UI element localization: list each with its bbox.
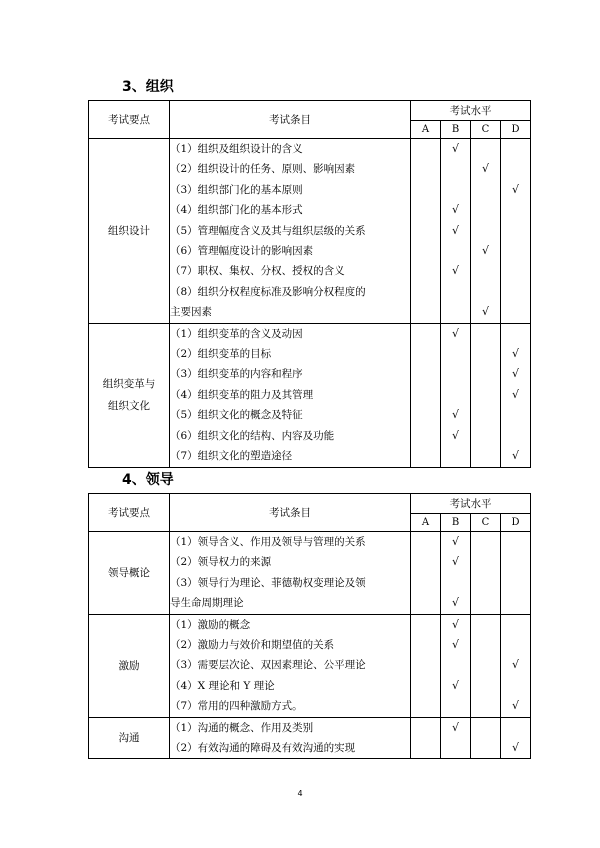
header-row	[89, 101, 531, 121]
check-mark: √	[451, 142, 459, 155]
group-row	[89, 717, 531, 759]
empty-mark	[471, 696, 500, 716]
empty-mark	[411, 615, 440, 635]
check-mark: √	[511, 367, 519, 381]
empty-mark	[411, 282, 440, 302]
exam-item: （7）职权、集权、分权、授权的含义	[170, 265, 345, 278]
group-items	[170, 614, 411, 717]
exam-table-organization	[88, 100, 531, 468]
check-mark: √	[511, 449, 519, 462]
empty-mark	[411, 446, 440, 466]
empty-mark	[501, 200, 530, 220]
empty-mark	[411, 738, 440, 758]
header-level-c: C	[471, 514, 501, 532]
exam-item: （3）组织变革的内容和程序	[170, 368, 303, 381]
section-title-leadership: 4、领导	[122, 472, 174, 488]
check-mark: √	[451, 678, 459, 692]
empty-mark	[471, 324, 500, 344]
check-mark: √	[451, 535, 459, 548]
group-row	[89, 532, 531, 615]
check-mark: √	[511, 741, 519, 755]
empty-mark	[411, 159, 440, 179]
level-column-a	[411, 717, 441, 759]
exam-item: （6）管理幅度设计的影响因素	[170, 245, 314, 258]
exam-item: （2）领导权力的来源	[170, 556, 272, 569]
header-level: 考试水平	[411, 494, 531, 514]
check-mark: √	[481, 243, 489, 257]
empty-mark	[411, 635, 440, 655]
empty-mark	[501, 221, 530, 241]
check-mark: √	[511, 658, 519, 672]
level-column-a	[411, 614, 441, 717]
empty-mark	[471, 200, 500, 220]
exam-item: （3）领导行为理论、菲德勒权变理论及领	[170, 576, 366, 589]
empty-mark	[411, 655, 440, 675]
empty-mark	[441, 180, 470, 200]
empty-mark	[441, 302, 470, 322]
empty-mark	[411, 344, 440, 364]
empty-mark	[501, 282, 530, 302]
header-topic: 考试要点	[89, 101, 170, 139]
level-column-c	[471, 323, 501, 467]
empty-mark	[471, 573, 500, 593]
header-level: 考试水平	[411, 101, 531, 121]
empty-mark	[501, 593, 530, 613]
empty-mark	[411, 532, 440, 552]
empty-mark	[471, 180, 500, 200]
empty-mark	[501, 159, 530, 179]
header-level-c: C	[471, 121, 501, 139]
header-items: 考试条目	[170, 494, 411, 532]
group-items	[170, 139, 411, 324]
exam-item: （3）需要层次论、双因素理论、公平理论	[170, 659, 366, 672]
check-mark: √	[451, 223, 459, 237]
empty-mark	[501, 324, 530, 344]
exam-item: （7）组织文化的塑造途径	[170, 450, 293, 463]
exam-item: （2）有效沟通的障碍及有效沟通的实现	[170, 742, 356, 755]
group-items	[170, 717, 411, 759]
level-column-c	[471, 614, 501, 717]
exam-item: （2）激励力与效价和期望值的关系	[170, 639, 335, 652]
level-column-b	[441, 614, 471, 717]
empty-mark	[411, 180, 440, 200]
header-level-b: B	[441, 514, 471, 532]
empty-mark	[471, 738, 500, 758]
empty-mark	[501, 405, 530, 425]
empty-mark	[411, 593, 440, 613]
level-column-d	[501, 532, 531, 615]
empty-mark	[411, 718, 440, 738]
empty-mark	[501, 532, 530, 552]
empty-mark	[441, 241, 470, 261]
empty-mark	[501, 573, 530, 593]
group-row	[89, 139, 531, 324]
empty-mark	[471, 364, 500, 384]
level-column-b	[441, 717, 471, 759]
empty-mark	[501, 139, 530, 159]
exam-item: （2）组织变革的目标	[170, 348, 272, 361]
empty-mark	[471, 655, 500, 675]
empty-mark	[441, 446, 470, 466]
empty-mark	[471, 344, 500, 364]
empty-mark	[441, 573, 470, 593]
empty-mark	[471, 405, 500, 425]
exam-item: （8）组织分权程度标准及影响分权程度的	[170, 285, 366, 298]
empty-mark	[441, 344, 470, 364]
exam-item: （4）组织部门化的基本形式	[170, 204, 303, 217]
check-mark: √	[451, 555, 459, 569]
level-column-d	[501, 139, 531, 324]
level-column-a	[411, 323, 441, 467]
empty-mark	[501, 426, 530, 446]
empty-mark	[411, 552, 440, 572]
empty-mark	[441, 738, 470, 758]
level-column-d	[501, 614, 531, 717]
check-mark: √	[451, 326, 459, 340]
empty-mark	[471, 385, 500, 405]
check-mark: √	[511, 182, 519, 196]
exam-item: （1）激励的概念	[170, 618, 251, 631]
level-column-d	[501, 717, 531, 759]
level-column-b	[441, 532, 471, 615]
empty-mark	[441, 282, 470, 302]
empty-mark	[411, 241, 440, 261]
check-mark: √	[451, 638, 459, 652]
group-topic: 组织变革与 组织文化	[89, 323, 170, 467]
exam-item: （4）组织变革的阻力及其管理	[170, 388, 314, 401]
empty-mark	[501, 718, 530, 738]
empty-mark	[471, 221, 500, 241]
empty-mark	[471, 718, 500, 738]
empty-mark	[471, 615, 500, 635]
exam-item: （1）组织及组织设计的含义	[170, 143, 303, 155]
empty-mark	[501, 302, 530, 322]
empty-mark	[501, 635, 530, 655]
page-number: 4	[297, 789, 303, 798]
empty-mark	[501, 241, 530, 261]
exam-item: 主要因素	[170, 306, 212, 319]
empty-mark	[411, 324, 440, 344]
exam-item: 导生命周期理论	[170, 597, 244, 610]
empty-mark	[411, 261, 440, 281]
exam-item: （4）X 理论和 Y 理论	[170, 679, 275, 692]
level-column-c	[471, 717, 501, 759]
group-topic: 沟通	[89, 717, 170, 759]
check-mark: √	[451, 720, 459, 734]
header-level-d: D	[501, 121, 531, 139]
exam-item: （1）沟通的概念、作用及类别	[170, 721, 314, 734]
empty-mark	[411, 676, 440, 696]
empty-mark	[441, 655, 470, 675]
exam-item: （3）组织部门化的基本原则	[170, 183, 303, 196]
empty-mark	[471, 261, 500, 281]
level-column-b	[441, 139, 471, 324]
exam-table-leadership	[88, 493, 531, 759]
exam-item: （1）组织变革的含义及动因	[170, 327, 303, 340]
empty-mark	[471, 635, 500, 655]
empty-mark	[471, 593, 500, 613]
level-column-a	[411, 139, 441, 324]
header-level-a: A	[411, 121, 441, 139]
exam-item: （5）管理幅度含义及其与组织层级的关系	[170, 224, 366, 237]
empty-mark	[441, 385, 470, 405]
empty-mark	[411, 200, 440, 220]
check-mark: √	[481, 162, 489, 176]
group-row	[89, 614, 531, 717]
exam-item: （6）组织文化的结构、内容及功能	[170, 429, 335, 442]
empty-mark	[501, 261, 530, 281]
empty-mark	[411, 302, 440, 322]
check-mark: √	[451, 408, 459, 422]
check-mark: √	[451, 428, 459, 442]
check-mark: √	[451, 264, 459, 278]
header-level-b: B	[441, 121, 471, 139]
group-topic: 激励	[89, 614, 170, 717]
empty-mark	[501, 615, 530, 635]
check-mark: √	[511, 699, 519, 713]
empty-mark	[471, 446, 500, 466]
empty-mark	[411, 573, 440, 593]
empty-mark	[471, 139, 500, 159]
check-mark: √	[481, 305, 489, 319]
empty-mark	[441, 364, 470, 384]
header-topic: 考试要点	[89, 494, 170, 532]
section-title-organization: 3、组织	[122, 79, 174, 95]
empty-mark	[411, 385, 440, 405]
empty-mark	[441, 159, 470, 179]
empty-mark	[501, 676, 530, 696]
empty-mark	[471, 532, 500, 552]
empty-mark	[411, 405, 440, 425]
header-items: 考试条目	[170, 101, 411, 139]
empty-mark	[411, 696, 440, 716]
header-level-d: D	[501, 514, 531, 532]
group-topic: 组织设计	[89, 139, 170, 324]
check-mark: √	[451, 596, 459, 610]
group-row	[89, 323, 531, 467]
level-column-c	[471, 532, 501, 615]
empty-mark	[411, 364, 440, 384]
exam-item: （2）组织设计的任务、原则、影响因素	[170, 163, 356, 176]
empty-mark	[471, 282, 500, 302]
exam-item: （7）常用的四种激励方式。	[170, 700, 303, 713]
level-column-b	[441, 323, 471, 467]
header-level-a: A	[411, 514, 441, 532]
empty-mark	[411, 139, 440, 159]
level-column-a	[411, 532, 441, 615]
header-row	[89, 494, 531, 514]
group-topic: 领导概论	[89, 532, 170, 615]
level-column-d	[501, 323, 531, 467]
empty-mark	[411, 426, 440, 446]
check-mark: √	[511, 347, 519, 361]
check-mark: √	[451, 617, 459, 631]
empty-mark	[471, 426, 500, 446]
group-items	[170, 323, 411, 467]
exam-item: （5）组织文化的概念及特征	[170, 409, 303, 422]
exam-item: （1）领导含义、作用及领导与管理的关系	[170, 536, 366, 548]
check-mark: √	[451, 203, 459, 217]
check-mark: √	[511, 387, 519, 401]
level-column-c	[471, 139, 501, 324]
empty-mark	[471, 676, 500, 696]
empty-mark	[501, 552, 530, 572]
empty-mark	[471, 552, 500, 572]
group-items	[170, 532, 411, 615]
empty-mark	[441, 696, 470, 716]
empty-mark	[411, 221, 440, 241]
